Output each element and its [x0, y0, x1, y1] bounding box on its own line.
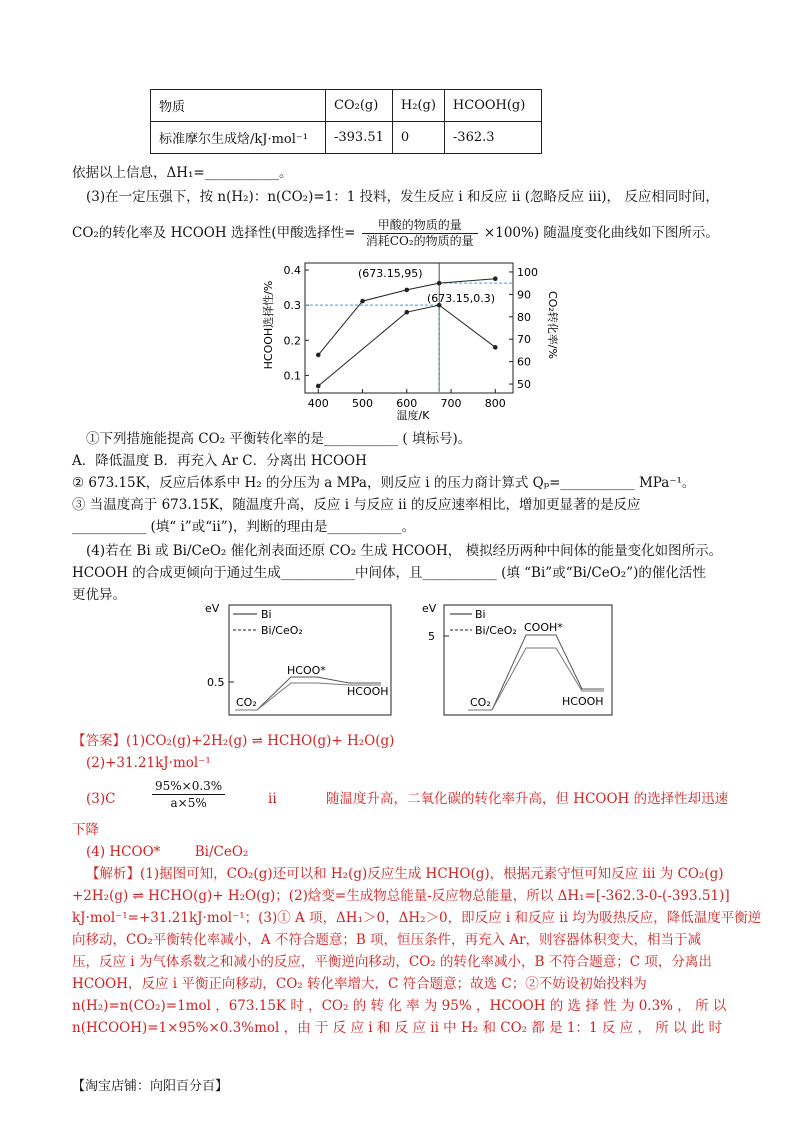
table-header: CO₂(g) — [326, 90, 393, 122]
y-right-tick-label: 80 — [517, 310, 531, 324]
plot-frame — [305, 263, 513, 393]
x-tick-label: 600 — [396, 397, 418, 410]
state-label: CO₂ — [236, 696, 257, 709]
data-point — [437, 281, 442, 286]
state-label: HCOOH — [347, 685, 389, 698]
answer-fraction — [152, 778, 225, 811]
data-label: (673.15,95) — [358, 267, 423, 280]
analysis-text: kJ·mol⁻¹=+31.21kJ·mol⁻¹；(3)① A 项，ΔH₁＞0，ΔH₂＞0，即反应 i 和反应 ii 均为吸热反应，降低温度平衡逆 — [72, 910, 762, 926]
analysis-text: 压，反应 i 为气体系数之和减小的反应，平衡逆向移动，CO₂ 的转化率减小，B 不符合题意；C 项，分离出 — [72, 954, 712, 970]
legend-entry: Bi/CeO₂ — [475, 624, 517, 637]
y-left-tick-label: 0.3 — [283, 299, 301, 313]
analysis-text: n(HCOOH)=1×95%×0.3%mol ，由 于 反 应 i 和 反 应 ii 中 H₂ 和 CO₂ 都 是 1：1 反 应 ， 所 以 此 时 — [72, 1020, 723, 1036]
data-point — [404, 288, 409, 293]
state-label: HCOO* — [287, 664, 326, 677]
y-left-tick-label: 0.2 — [283, 334, 301, 348]
answer-text: 下降 — [72, 822, 99, 838]
analysis-text: 【解析】(1)据图可知，CO₂(g)还可以和 H₂(g)反应生成 HCHO(g)，根据元素守恒可知反应 iii 为 CO₂(g) — [86, 866, 724, 882]
answer-text: (4) HCOO* Bi/CeO₂ — [86, 844, 249, 860]
answer-text: (3)C — [86, 791, 116, 807]
question-text: (3)在一定压强下，按 n(H₂)：n(CO₂)=1：1 投料，发生反应 i 和反应 ii (忽略反应 iii)， 反应相同时间， — [86, 189, 719, 205]
y-axis-label: eV — [205, 602, 220, 615]
analysis-text: HCOOH，反应 i 平衡正向移动，CO₂ 转化率增大，C 符合题意；故选 C；②不妨设初始投料为 — [72, 976, 647, 992]
table-row — [151, 122, 542, 154]
enthalpy-table — [150, 89, 542, 154]
answer-label: 【答案】 — [72, 733, 126, 749]
y-tick-label: 5 — [428, 630, 435, 643]
series-line — [318, 305, 495, 386]
table-header: HCOOH(g) — [444, 90, 541, 122]
question-text: ___________ (填“ i”或“ii”)，判断的理由是___________。 — [72, 519, 416, 535]
table-row — [151, 90, 542, 122]
y-tick-label: 0.5 — [207, 676, 225, 689]
state-label: HCOOH — [562, 695, 604, 708]
data-label: (673.15,0.3) — [427, 292, 496, 305]
question-text: ③ 当温度高于 673.15K，随温度升高，反应 i 与反应 ii 的反应速率相比，增加更显著的是反应 — [72, 497, 641, 513]
fraction-numerator: 95%×0.3% — [152, 778, 225, 795]
x-tick-label: 700 — [440, 397, 462, 410]
legend-entry: Bi/CeO₂ — [261, 624, 303, 637]
x-tick-label: 800 — [484, 397, 506, 410]
legend-entry: Bi — [261, 608, 272, 621]
question-text: HCOOH 的合成更倾向于通过生成___________中间体，且___________ (填 “Bi”或“Bi/CeO₂”)的催化活性 — [72, 565, 706, 581]
legend-entry: Bi — [475, 608, 486, 621]
y-left-axis-label: HCOOH选择性/% — [262, 280, 275, 370]
table-header: H₂(g) — [392, 90, 444, 122]
answer-text: (1)CO₂(g)+2H₂(g) ⇌ HCHO(g)+ H₂O(g) — [126, 733, 395, 749]
fraction-denominator: a×5% — [170, 796, 207, 810]
data-point — [404, 310, 409, 315]
answer-text: (2)+31.21kJ·mol⁻¹ — [86, 755, 211, 771]
x-tick-label: 500 — [352, 397, 374, 410]
analysis-text: 向移动，CO₂平衡转化率减小，A 不符合题意；B 项，恒压条件，再充入 Ar，则容器体积变大，相当于减 — [72, 932, 702, 948]
table-header: 物质 — [151, 90, 326, 122]
analysis-text: +2H₂(g) ⇌ HCHO(g)+ H₂O(g)；(2)焓变=生成物总能量-反应物总能量，所以 ΔH₁=[-362.3-0-(-393.51)] — [72, 888, 730, 904]
fraction-denominator: 消耗CO₂的物质的量 — [365, 234, 474, 248]
y-right-tick-label: 70 — [517, 333, 531, 347]
selectivity-fraction — [362, 218, 478, 249]
question-text — [72, 218, 732, 249]
state-label: CO₂ — [470, 696, 491, 709]
question-text: ①下列措施能提高 CO₂ 平衡转化率的是___________ ( 填标号)。 — [86, 431, 472, 447]
answer-text: ii — [268, 791, 277, 807]
y-left-tick-label: 0.4 — [283, 264, 301, 278]
table-cell: 标准摩尔生成焓/kJ·mol⁻¹ — [151, 122, 326, 154]
question-text: CO₂的转化率及 HCOOH 选择性(甲酸选择性= — [72, 225, 356, 241]
data-point — [493, 276, 498, 281]
y-right-tick-label: 90 — [517, 288, 531, 302]
question-options: A．降低温度 B．再充入 Ar C．分离出 HCOOH — [72, 453, 367, 469]
y-right-axis-label: CO₂转化率/% — [546, 291, 559, 359]
answer-line — [72, 731, 732, 751]
x-tick-label: 400 — [307, 397, 329, 410]
table-cell: 0 — [392, 122, 444, 154]
y-right-tick-label: 60 — [517, 355, 531, 369]
y-axis-label: eV — [422, 602, 437, 615]
table-cell: -393.51 — [326, 122, 393, 154]
answer-text: 随温度升高，二氧化碳的转化率升高，但 HCOOH 的选择性却迅速 — [326, 791, 729, 807]
x-axis-label: 温度/K — [396, 409, 430, 422]
y-right-tick-label: 50 — [517, 378, 531, 392]
energy-diagram-cooh — [422, 600, 617, 718]
data-point — [493, 345, 498, 350]
answer-line — [86, 779, 746, 818]
question-text: (4)若在 Bi 或 Bi/CeO₂ 催化剂表面还原 CO₂ 生成 HCOOH， 模拟经历两种中间体的能量变化如图所示。 — [86, 543, 723, 559]
analysis-text: n(H₂)=n(CO₂)=1mol ，673.15K 时 ，CO₂ 的 转 化 率 为 95% ，HCOOH 的 选 择 性 为 0.3% ， 所 以 — [72, 998, 727, 1014]
data-point — [316, 384, 321, 389]
footer-shop: 【淘宝店铺：向阳百分百】 — [72, 1079, 229, 1094]
question-text: 更优异。 — [72, 587, 126, 603]
y-left-tick-label: 0.1 — [283, 369, 301, 383]
question-text: ×100%) 随温度变化曲线如下图所示。 — [483, 225, 719, 241]
table-cell: -362.3 — [444, 122, 541, 154]
question-text: ② 673.15K，反应后体系中 H₂ 的分压为 a MPa，则反应 i 的压力商计算式 Qₚ=___________ MPa⁻¹。 — [72, 475, 696, 491]
energy-diagram-hcoo — [205, 600, 395, 718]
y-right-tick-label: 100 — [517, 265, 538, 279]
data-point — [316, 353, 321, 358]
conversion-selectivity-chart — [255, 255, 559, 425]
question-text: 依据以上信息，ΔH₁=___________。 — [72, 165, 293, 181]
state-label: COOH* — [524, 621, 563, 634]
data-point — [360, 299, 365, 304]
fraction-numerator: 甲酸的物质的量 — [362, 218, 478, 234]
